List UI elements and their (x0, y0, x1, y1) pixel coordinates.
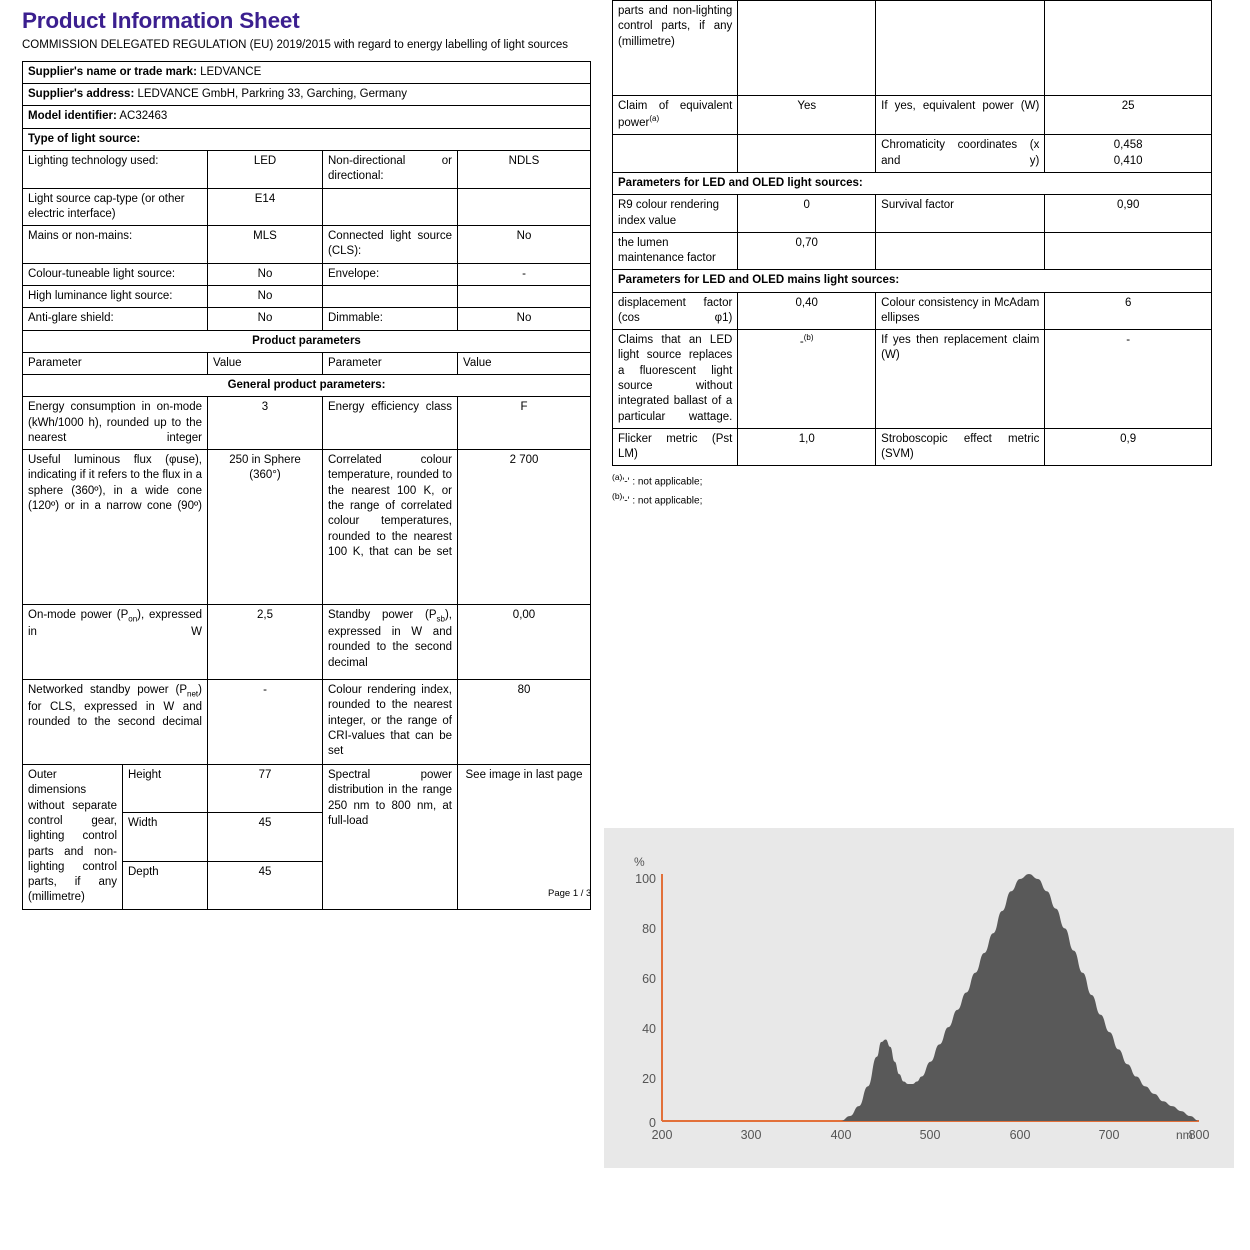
table-row (23, 150, 591, 188)
product-parameters-heading: Product parameters (23, 330, 591, 352)
high-luminance-label: High luminance light source: (23, 285, 208, 307)
param-header-1: Parameter (23, 352, 208, 374)
survival-factor-value: 0,90 (1045, 195, 1212, 233)
table-row (613, 330, 1212, 429)
chart-area-series (662, 874, 1199, 1121)
empty-value-2 (458, 285, 591, 307)
chart-x-unit: nm (1176, 1128, 1193, 1142)
chart-xtick-200: 200 (651, 1128, 673, 1142)
table-row (23, 375, 591, 397)
table-row (613, 96, 1212, 135)
chart-xtick-800: 800 (1188, 1128, 1210, 1142)
chart-ytick-20: 20 (642, 1072, 656, 1086)
anti-glare-value: No (208, 308, 323, 330)
table-row (613, 270, 1212, 292)
colour-consistency-value: 6 (1045, 292, 1212, 330)
replacement-claim-value: - (1045, 330, 1212, 429)
chart-plot-area (604, 828, 1234, 1168)
chart-xtick-300: 300 (740, 1128, 762, 1142)
envelope-value: - (458, 263, 591, 285)
value-header-1: Value (208, 352, 323, 374)
chart-ytick-0: 0 (649, 1116, 656, 1130)
energy-class-label: Energy efficiency class (323, 397, 458, 450)
energy-consumption-value: 3 (208, 397, 323, 450)
equivalent-power-claim-value: Yes (738, 96, 876, 135)
displacement-factor-value: 0,40 (738, 292, 876, 330)
anti-glare-label: Anti-glare shield: (23, 308, 208, 330)
supplier-address-label: Supplier's address: (28, 88, 135, 101)
footnote-a: $^{(a)}$'-' : not applicable; (612, 472, 703, 488)
dimmable-label: Dimmable: (323, 308, 458, 330)
chromaticity-label: Chromaticity coordinates (x and y) (876, 135, 1045, 173)
footnote-b: $^{(b)}$'-' : not applicable; (612, 491, 703, 507)
on-mode-power-label: On-mode power $(P_{on})$, expressed in W (23, 605, 208, 680)
connected-light-source-label: Connected light source (CLS): (323, 226, 458, 264)
directionality-label: Non-directional or directional: (323, 150, 458, 188)
equivalent-power-value: 25 (1045, 96, 1212, 135)
r9-label: R9 colour rendering index value (613, 195, 738, 233)
networked-standby-value: - (208, 680, 323, 765)
dimension-value-width: 45 (208, 813, 323, 861)
model-identifier-cell (23, 106, 591, 128)
high-luminance-value: No (208, 285, 323, 307)
supplier-name-label: Supplier's name or trade mark: (28, 65, 197, 78)
dimension-name-depth: Depth (123, 861, 208, 909)
outer-dimensions-label: Outer dimensions without separate control gear, lighting control parts and non-lighting control parts, if any (millimetre) (23, 765, 123, 910)
stroboscopic-label: Stroboscopic effect metric (SVM) (876, 428, 1045, 466)
cct-value: 2 700 (458, 450, 591, 605)
lumen-maintenance-empty-value (1045, 232, 1212, 270)
value-header-2: Value (458, 352, 591, 374)
luminous-flux-label: Useful luminous flux (φuse), indicating if it refers to the flux in a sphere (360º), in a wide cone (120º) or in a narrow cone (90º) (23, 450, 208, 605)
cri-value: 80 (458, 680, 591, 765)
table-row (23, 188, 591, 226)
dimension-value-depth: 45 (208, 861, 323, 909)
mains-heading: Parameters for LED and OLED mains light sources: (613, 270, 1212, 292)
stroboscopic-value: 0,9 (1045, 428, 1212, 466)
fluorescent-replacement-label: Claims that an LED light source replaces a fluorescent light source without integrated ballast of a particular wattage. (613, 330, 738, 429)
standby-power-value: 0,00 (458, 605, 591, 680)
model-identifier-label: Model identifier: (28, 110, 117, 123)
energy-class-value: F (458, 397, 591, 450)
chart-ytick-80: 80 (642, 922, 656, 936)
colour-tuneable-label: Colour-tuneable light source: (23, 263, 208, 285)
supplier-address-value: LEDVANCE GmbH, Parkring 33, Garching, Germany (137, 88, 407, 101)
model-identifier-value: AC32463 (119, 110, 168, 123)
table-row (23, 352, 591, 374)
table-row (23, 450, 591, 605)
cct-label: Correlated colour temperature, rounded to the nearest 100 K, or the range of correlated colour temperatures, rounded to the nearest 100 K, that can be set (323, 450, 458, 605)
table-row (613, 292, 1212, 330)
page-number: Page 1 / 3 (548, 888, 592, 899)
outer-dimensions-continuation-value (738, 1, 876, 96)
luminous-flux-value: 250 in Sphere (360°) (208, 450, 323, 605)
supplier-name-value: LEDVANCE (200, 65, 262, 78)
r9-value: 0 (738, 195, 876, 233)
outer-dimensions-continuation: parts and non-lighting control parts, if any (millimetre) (613, 1, 738, 96)
table-row (23, 765, 591, 813)
mains-value: MLS (208, 226, 323, 264)
led-oled-heading: Parameters for LED and OLED light sources: (613, 172, 1212, 194)
lumen-maintenance-empty-label (876, 232, 1045, 270)
empty-value-1 (458, 188, 591, 226)
empty-label-1 (323, 188, 458, 226)
flicker-metric-label: Flicker metric (Pst LM) (613, 428, 738, 466)
on-mode-power-value: 2,5 (208, 605, 323, 680)
dimensions-table (22, 764, 591, 910)
table-row (23, 680, 591, 765)
table-row (613, 1, 1212, 96)
cap-type-label: Light source cap-type (or other electric interface) (23, 188, 208, 226)
table-row (613, 428, 1212, 466)
networked-standby-label: Networked standby power $(P_{net})$ for CLS, expressed in W and rounded to the second decimal (23, 680, 208, 765)
left-column (22, 8, 590, 910)
colour-consistency-label: Colour consistency in McAdam ellipses (876, 292, 1045, 330)
equivalent-power-claim-label: Claim of equivalent power$^{(a)}$ (613, 96, 738, 135)
chart-ytick-100: 100 (635, 872, 656, 886)
type-of-light-source-heading: Type of light source: (23, 128, 591, 150)
table-row (23, 128, 591, 150)
standby-power-label: Standby power $(P_{sb})$, expressed in W and rounded to the second decimal (323, 605, 458, 680)
dimension-name-width: Width (123, 813, 208, 861)
footnotes (612, 471, 1212, 509)
equivalent-power-label: If yes, equivalent power (W) (876, 96, 1045, 135)
dimension-name-height: Height (123, 765, 208, 813)
energy-consumption-label: Energy consumption in on-mode (kWh/1000 h), rounded up to the nearest integer (23, 397, 208, 450)
chart-ytick-40: 40 (642, 1022, 656, 1036)
identification-table (22, 61, 591, 765)
chart-inner (604, 828, 1234, 1168)
chromaticity-empty-label (613, 135, 738, 173)
table-row (23, 61, 591, 83)
table-row (23, 605, 591, 680)
table-row (23, 106, 591, 128)
chart-ytick-60: 60 (642, 972, 656, 986)
spectral-distribution-value: See image in last page (458, 765, 591, 910)
supplier-name-cell (23, 61, 591, 83)
regulation-subtitle: COMMISSION DELEGATED REGULATION (EU) 2019/2015 with regard to energy labelling of light sources (22, 39, 569, 51)
lighting-technology-value: LED (208, 150, 323, 188)
chart-xtick-400: 400 (830, 1128, 852, 1142)
table-row (23, 330, 591, 352)
cri-label: Colour rendering index, rounded to the nearest integer, or the range of CRI-values that can be set (323, 680, 458, 765)
general-parameters-heading: General product parameters: (23, 375, 591, 397)
right-column (612, 0, 1212, 509)
connected-light-source-value: No (458, 226, 591, 264)
table-row (613, 232, 1212, 270)
table-row (613, 195, 1212, 233)
survival-factor-label: Survival factor (876, 195, 1045, 233)
supplier-address-cell (23, 84, 591, 106)
directionality-value: NDLS (458, 150, 591, 188)
table-row (23, 397, 591, 450)
chromaticity-x: 0,458 (1113, 139, 1143, 152)
table-row (23, 285, 591, 307)
table-row (23, 226, 591, 264)
param-header-2: Parameter (323, 352, 458, 374)
spectral-power-distribution-chart (604, 828, 1234, 1168)
chart-xtick-700: 700 (1098, 1128, 1120, 1142)
spectral-distribution-label: Spectral power distribution in the range 250 nm to 800 nm, at full-load (323, 765, 458, 910)
spectral-continuation-label (876, 1, 1045, 96)
table-row (23, 263, 591, 285)
lumen-maintenance-value: 0,70 (738, 232, 876, 270)
lighting-technology-label: Lighting technology used: (23, 150, 208, 188)
dimension-value-height: 77 (208, 765, 323, 813)
dimmable-value: No (458, 308, 591, 330)
flicker-metric-value: 1,0 (738, 428, 876, 466)
envelope-label: Envelope: (323, 263, 458, 285)
replacement-claim-label: If yes then replacement claim (W) (876, 330, 1045, 429)
cap-type-value: E14 (208, 188, 323, 226)
lumen-maintenance-label: the lumen maintenance factor (613, 232, 738, 270)
table-row (613, 172, 1212, 194)
chart-y-unit: % (634, 855, 645, 869)
chromaticity-value (1045, 135, 1212, 173)
chart-xtick-500: 500 (919, 1128, 941, 1142)
table-row (613, 135, 1212, 173)
chromaticity-empty-value (738, 135, 876, 173)
empty-label-2 (323, 285, 458, 307)
spectral-continuation-value (1045, 1, 1212, 96)
chart-xtick-600: 600 (1009, 1128, 1031, 1142)
mains-label: Mains or non-mains: (23, 226, 208, 264)
table-row (23, 308, 591, 330)
right-parameters-table (612, 0, 1212, 466)
chromaticity-y: 0,410 (1113, 154, 1143, 167)
table-row (23, 84, 591, 106)
displacement-factor-label: displacement factor (cos φ1) (613, 292, 738, 330)
colour-tuneable-value: No (208, 263, 323, 285)
fluorescent-replacement-value: -$^{(b)}$ (738, 330, 876, 429)
page-title: Product Information Sheet (22, 8, 300, 33)
